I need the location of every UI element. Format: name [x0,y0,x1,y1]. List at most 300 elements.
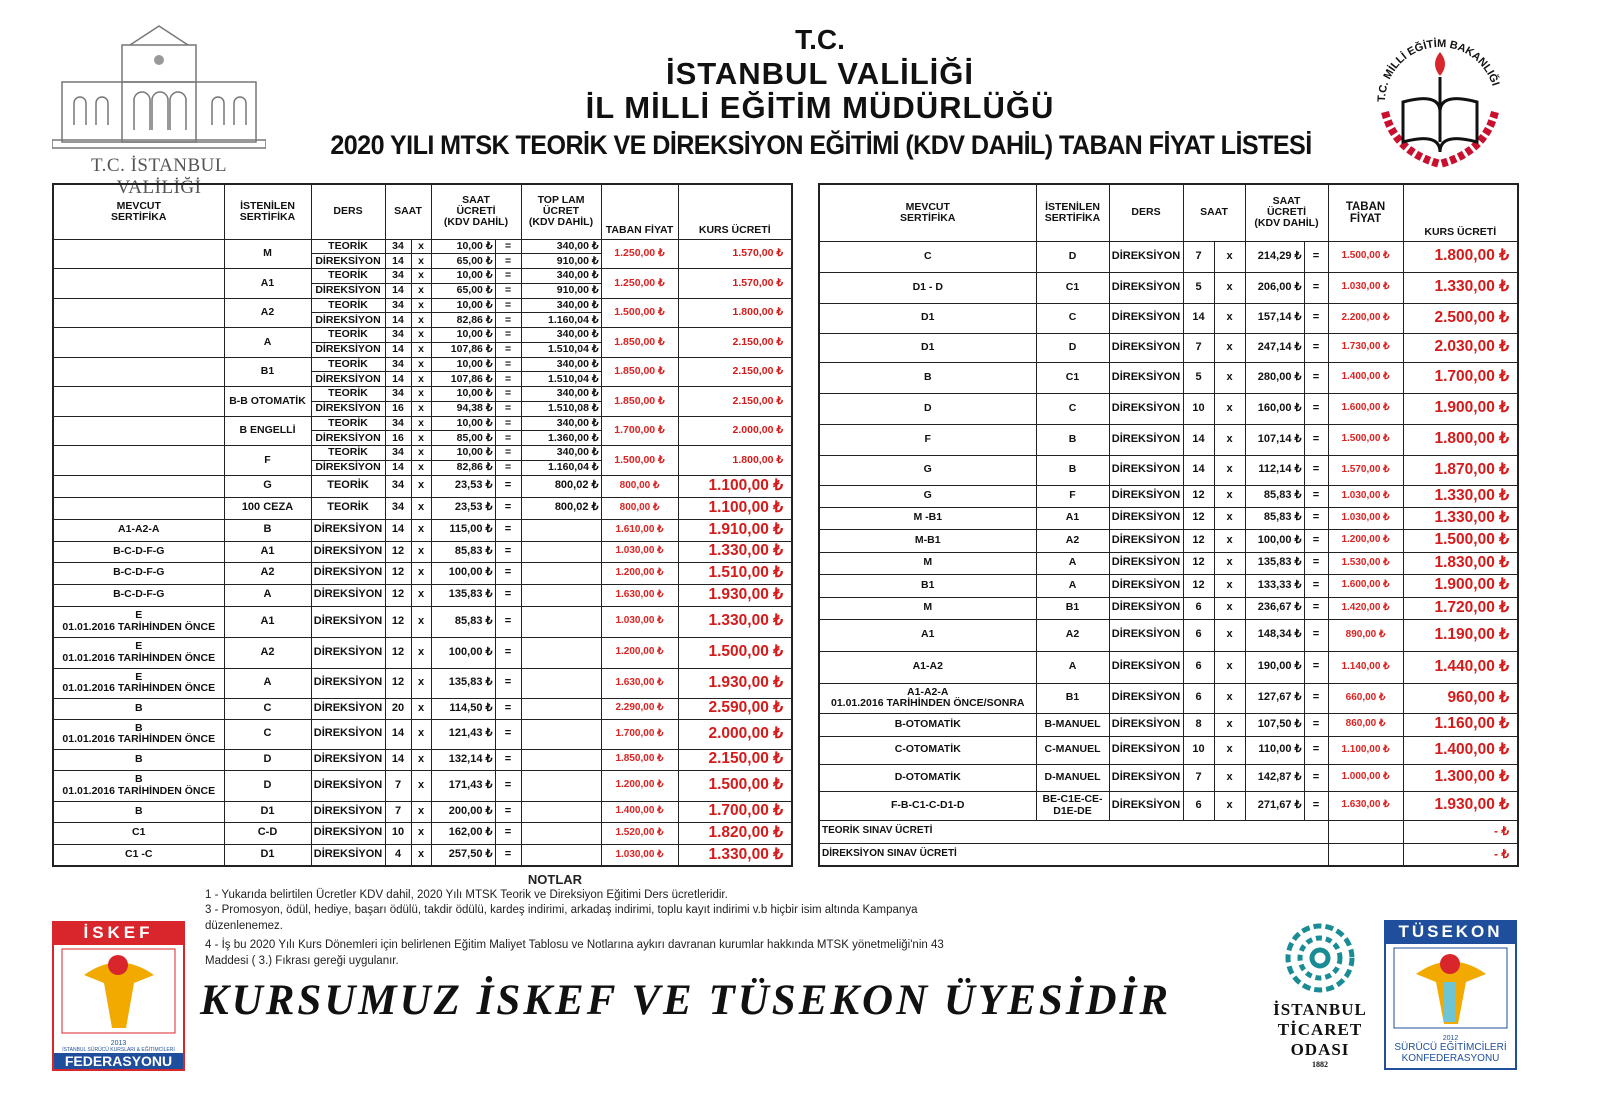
kurs-ucreti: 1.570,00 ₺ [678,239,792,269]
taban-fiyat: 1.850,00 ₺ [601,387,678,417]
toplam-ucret: 340,00 ₺ [521,328,601,343]
times-sign: x [411,562,431,584]
toplam-ucret: 1.160,04 ₺ [521,460,601,475]
ders: DİREKSİYON [1109,574,1183,597]
times-sign: x [411,283,431,298]
saat-ucreti: 148,34 ₺ [1245,619,1304,651]
ders: DİREKSİYON [1109,529,1183,552]
header-saat: SAAT [385,184,431,239]
saat-ucreti: 10,00 ₺ [431,269,495,284]
times-sign: x [1214,619,1245,651]
equals-sign: = [495,541,521,562]
note-4: 4 - İş bu 2020 Yılı Kurs Dönemleri için belirlenen Eğitim Maliyet Tablosu ve Notlarına aykırı davranan kurumlar hakkında MTSK yönetmeliği'nin 43 Maddesi ( 3.) Fıkrası gereği uygulanır. [205,939,944,967]
taban-fiyat: 660,00 ₺ [1328,683,1403,713]
table-row [53,562,792,584]
istenilen-sertifika: B [1036,424,1109,455]
kurs-ucreti: 1.800,00 ₺ [1403,424,1518,455]
ders: DİREKSİYON [311,822,385,844]
times-sign: x [1214,333,1245,362]
table-row [53,541,792,562]
toplam-ucret: 910,00 ₺ [521,254,601,269]
times-sign: x [411,328,431,343]
mevcut-sertifika: M [819,597,1036,619]
kurs-ucreti: 1.400,00 ₺ [1403,736,1518,764]
iskef-fed: FEDERASYONU [54,1053,183,1069]
saat: 34 [385,239,411,254]
saat: 34 [385,446,411,461]
saat-ucreti: 142,87 ₺ [1245,764,1304,791]
header-taban-fiyat: TABAN FİYAT [1328,184,1403,241]
taban-fiyat: 1.400,00 ₺ [1328,362,1403,393]
table-row [819,683,1518,713]
exam-fee-value: - ₺ [1403,843,1518,866]
toplam-ucret [521,822,601,844]
times-sign: x [411,239,431,254]
equals-sign: = [1304,713,1328,736]
equals-sign: = [1304,651,1328,683]
saat: 12 [1183,529,1214,552]
equals-sign: = [1304,736,1328,764]
table-row [819,651,1518,683]
title-tc: T.C. [795,24,845,55]
kurs-ucreti: 1.330,00 ₺ [678,541,792,562]
kurs-ucreti: 2.000,00 ₺ [678,719,792,749]
equals-sign: = [495,822,521,844]
kurs-ucreti: 1.800,00 ₺ [1403,241,1518,272]
saat: 6 [1183,791,1214,820]
toplam-ucret [521,770,601,801]
times-sign: x [411,269,431,284]
saat-ucreti: 160,00 ₺ [1245,393,1304,424]
svg-text:T.C. MİLLİ EĞİTİM BAKANLIĞI: T.C. MİLLİ EĞİTİM BAKANLIĞI [1375,37,1502,103]
saat: 20 [385,698,411,719]
ito-logo [1268,920,1372,1075]
kurs-ucreti: 1.820,00 ₺ [678,822,792,844]
saat: 14 [385,342,411,357]
times-sign: x [1214,362,1245,393]
ders: DİREKSİYON [1109,424,1183,455]
header-toplam-ucret: TOP LAM ÜCRET (KDV DAHİL) [521,184,601,239]
valilik-logo-text: T.C. İSTANBUL VALİLİĞİ [90,155,228,198]
kurs-ucreti: 1.330,00 ₺ [1403,272,1518,303]
toplam-ucret [521,668,601,698]
mevcut-sertifika: D [819,393,1036,424]
kurs-ucreti: 1.910,00 ₺ [678,519,792,541]
mevcut-sertifika: F [819,424,1036,455]
kurs-ucreti: 1.930,00 ₺ [678,668,792,698]
taban-fiyat: 1.630,00 ₺ [601,584,678,606]
equals-sign: = [1304,303,1328,333]
times-sign: x [411,357,431,372]
ders: DİREKSİYON [311,342,385,357]
ders: DİREKSİYON [311,698,385,719]
saat-ucreti: 100,00 ₺ [1245,529,1304,552]
saat-ucreti: 10,00 ₺ [431,328,495,343]
tusekon-sub1: SÜRÜCÜ EĞİTİMCİLERİ [1394,1042,1507,1053]
toplam-ucret [521,749,601,770]
notes-title: NOTLAR [527,872,583,887]
istenilen-sertifika: C [1036,393,1109,424]
equals-sign: = [1304,597,1328,619]
header-ders: DERS [311,184,385,239]
ders: DİREKSİYON [1109,651,1183,683]
toplam-ucret: 340,00 ₺ [521,446,601,461]
times-sign: x [411,460,431,475]
mevcut-sertifika: B 01.01.2016 TARİHİNDEN ÖNCE [53,719,224,749]
iskef-name: İSKEF [54,923,183,945]
taban-fiyat: 1.600,00 ₺ [1328,574,1403,597]
equals-sign: = [495,313,521,328]
table-row [819,303,1518,333]
table-row [53,749,792,770]
times-sign: x [411,668,431,698]
mevcut-sertifika: B1 [819,574,1036,597]
kurs-ucreti: 1.570,00 ₺ [678,269,792,299]
toplam-ucret: 340,00 ₺ [521,269,601,284]
mevcut-sertifika: B-C-D-F-G [53,584,224,606]
taban-fiyat: 1.520,00 ₺ [601,822,678,844]
taban-fiyat: 800,00 ₺ [601,497,678,519]
kurs-ucreti: 2.590,00 ₺ [678,698,792,719]
istenilen-sertifika: A1 [224,269,311,299]
saat: 8 [1183,713,1214,736]
table-row [819,764,1518,791]
taban-fiyat: 1.250,00 ₺ [601,239,678,269]
equals-sign: = [1304,241,1328,272]
toplam-ucret: 340,00 ₺ [521,298,601,313]
toplam-ucret [521,606,601,637]
saat-ucreti: 112,14 ₺ [1245,455,1304,485]
mevcut-sertifika: B-C-D-F-G [53,562,224,584]
kurs-ucreti: 1.500,00 ₺ [1403,529,1518,552]
table-row [819,597,1518,619]
mevcut-sertifika: B 01.01.2016 TARİHİNDEN ÖNCE [53,770,224,801]
taban-fiyat: 1.100,00 ₺ [1328,736,1403,764]
ders: DİREKSİYON [311,749,385,770]
saat-ucreti: 82,86 ₺ [431,313,495,328]
equals-sign: = [1304,485,1328,507]
mevcut-sertifika: B [53,749,224,770]
istenilen-sertifika: A [224,584,311,606]
times-sign: x [411,801,431,822]
tusekon-name: TÜSEKON [1386,922,1515,944]
saat: 14 [385,519,411,541]
mevcut-sertifika [53,497,224,519]
equals-sign: = [495,254,521,269]
istenilen-sertifika: B ENGELLİ [224,416,311,446]
saat: 6 [1183,683,1214,713]
times-sign: x [411,749,431,770]
saat: 14 [385,283,411,298]
ders: DİREKSİYON [311,637,385,668]
taban-fiyat: 1.700,00 ₺ [601,416,678,446]
mevcut-sertifika [53,357,224,387]
mevcut-sertifika [53,298,224,328]
taban-fiyat: 1.000,00 ₺ [1328,764,1403,791]
istenilen-sertifika: A [1036,552,1109,574]
taban-fiyat: 1.140,00 ₺ [1328,651,1403,683]
mevcut-sertifika [53,328,224,358]
kurs-ucreti: 1.330,00 ₺ [678,606,792,637]
exam-fee-value: - ₺ [1403,820,1518,843]
toplam-ucret: 340,00 ₺ [521,387,601,402]
header-saat-ucreti: SAAT ÜCRETİ (KDV DAHİL) [431,184,521,239]
saat-ucreti: 107,86 ₺ [431,342,495,357]
taban-fiyat: 860,00 ₺ [1328,713,1403,736]
table-row [819,362,1518,393]
header-mevcut: MEVCUT SERTİFİKA [53,184,224,239]
saat: 34 [385,269,411,284]
ders: DİREKSİYON [1109,683,1183,713]
equals-sign: = [495,749,521,770]
taban-fiyat: 1.030,00 ₺ [1328,485,1403,507]
saat: 34 [385,416,411,431]
table-row [819,241,1518,272]
taban-fiyat: 1.530,00 ₺ [1328,552,1403,574]
ders: DİREKSİYON [311,719,385,749]
table-row [53,844,792,866]
ders: DİREKSİYON [1109,241,1183,272]
ders: DİREKSİYON [1109,333,1183,362]
times-sign: x [411,342,431,357]
istenilen-sertifika: BE-C1E-CE- D1E-DE [1036,791,1109,820]
ders: DİREKSİYON [311,770,385,801]
equals-sign: = [495,475,521,497]
istenilen-sertifika: A [224,328,311,358]
times-sign: x [411,416,431,431]
toplam-ucret: 340,00 ₺ [521,357,601,372]
taban-fiyat: 890,00 ₺ [1328,619,1403,651]
istanbul-valiligi-logo [52,20,266,198]
saat: 12 [385,668,411,698]
times-sign: x [1214,651,1245,683]
table-row [819,507,1518,529]
mevcut-sertifika: D1 - D [819,272,1036,303]
kurs-ucreti: 1.900,00 ₺ [1403,393,1518,424]
saat-ucreti: 247,14 ₺ [1245,333,1304,362]
saat: 12 [1183,574,1214,597]
saat-ucreti: 157,14 ₺ [1245,303,1304,333]
kurs-ucreti: 2.500,00 ₺ [1403,303,1518,333]
saat: 14 [385,313,411,328]
saat: 7 [385,801,411,822]
mevcut-sertifika: C1 [53,822,224,844]
taban-fiyat: 1.200,00 ₺ [601,562,678,584]
saat-ucreti: 162,00 ₺ [431,822,495,844]
saat-ucreti: 214,29 ₺ [1245,241,1304,272]
kurs-ucreti: 1.870,00 ₺ [1403,455,1518,485]
taban-fiyat: 1.600,00 ₺ [1328,393,1403,424]
equals-sign: = [1304,791,1328,820]
istenilen-sertifika: B-MANUEL [1036,713,1109,736]
times-sign: x [1214,597,1245,619]
istenilen-sertifika: C-MANUEL [1036,736,1109,764]
istenilen-sertifika: D [1036,241,1109,272]
equals-sign: = [1304,764,1328,791]
saat-ucreti: 10,00 ₺ [431,357,495,372]
header-istenilen: İSTENİLEN SERTİFİKA [1036,184,1109,241]
times-sign: x [411,606,431,637]
equals-sign: = [1304,393,1328,424]
times-sign: x [411,475,431,497]
kurs-ucreti: 1.720,00 ₺ [1403,597,1518,619]
ders: DİREKSİYON [311,606,385,637]
mevcut-sertifika [53,269,224,299]
times-sign: x [411,719,431,749]
equals-sign: = [495,698,521,719]
kurs-ucreti: 1.330,00 ₺ [678,844,792,866]
istenilen-sertifika: C-D [224,822,311,844]
toplam-ucret [521,719,601,749]
times-sign: x [411,519,431,541]
saat: 12 [1183,507,1214,529]
kurs-ucreti: 1.440,00 ₺ [1403,651,1518,683]
kurs-ucreti: 2.150,00 ₺ [678,387,792,417]
equals-sign: = [495,387,521,402]
saat-ucreti: 206,00 ₺ [1245,272,1304,303]
equals-sign: = [495,283,521,298]
toplam-ucret: 340,00 ₺ [521,416,601,431]
saat: 5 [1183,362,1214,393]
meb-emblem-icon [1365,22,1515,172]
times-sign: x [411,770,431,801]
saat: 14 [385,254,411,269]
toplam-ucret [521,519,601,541]
saat: 10 [1183,393,1214,424]
ders: DİREKSİYON [1109,597,1183,619]
taban-fiyat: 2.290,00 ₺ [601,698,678,719]
kurs-ucreti: 960,00 ₺ [1403,683,1518,713]
table-row [53,475,792,497]
membership-slogan: KURSUMUZ İSKEF VE TÜSEKON ÜYESİDİR [200,977,1172,1024]
header-istenilen: İSTENİLEN SERTİFİKA [224,184,311,239]
table-row [819,272,1518,303]
saat-ucreti: 82,86 ₺ [431,460,495,475]
saat-ucreti: 10,00 ₺ [431,387,495,402]
header-kurs-ucreti: KURS ÜCRETİ [678,184,792,239]
taban-fiyat: 1.850,00 ₺ [601,357,678,387]
taban-fiyat: 1.500,00 ₺ [1328,424,1403,455]
istenilen-sertifika: A [1036,651,1109,683]
ders: DİREKSİYON [1109,619,1183,651]
mevcut-sertifika: E 01.01.2016 TARİHİNDEN ÖNCE [53,637,224,668]
kurs-ucreti: 1.330,00 ₺ [1403,507,1518,529]
mevcut-sertifika: B [53,698,224,719]
saat: 4 [385,844,411,866]
toplam-ucret: 800,02 ₺ [521,475,601,497]
saat: 14 [385,749,411,770]
ders: DİREKSİYON [311,460,385,475]
taban-fiyat: 1.500,00 ₺ [601,298,678,328]
toplam-ucret: 1.160,04 ₺ [521,313,601,328]
kurs-ucreti: 1.830,00 ₺ [1403,552,1518,574]
istenilen-sertifika: G [224,475,311,497]
equals-sign: = [495,357,521,372]
table-row [819,619,1518,651]
kurs-ucreti: 1.930,00 ₺ [678,584,792,606]
table-row [53,497,792,519]
times-sign: x [411,446,431,461]
table-row [53,328,792,343]
exam-fee-row [819,843,1518,866]
times-sign: x [1214,529,1245,552]
times-sign: x [1214,574,1245,597]
equals-sign: = [495,562,521,584]
times-sign: x [1214,552,1245,574]
table-row [53,269,792,284]
exam-fee-label: DİREKSİYON SINAV ÜCRETİ [819,843,1328,866]
istenilen-sertifika: A1 [1036,507,1109,529]
exam-fee-taban [1328,843,1403,866]
ders: DİREKSİYON [311,519,385,541]
equals-sign: = [495,416,521,431]
taban-fiyat: 1.630,00 ₺ [601,668,678,698]
taban-fiyat: 1.200,00 ₺ [601,770,678,801]
equals-sign: = [495,844,521,866]
mevcut-sertifika: F-B-C1-C-D1-D [819,791,1036,820]
saat: 12 [385,584,411,606]
ders: DİREKSİYON [1109,791,1183,820]
saat: 14 [1183,455,1214,485]
header-ders: DERS [1109,184,1183,241]
title-valilik: İSTANBUL VALİLİĞİ [665,56,975,91]
kurs-ucreti: 1.100,00 ₺ [678,475,792,497]
header-saat-ucreti: SAAT ÜCRETİ (KDV DAHİL) [1245,184,1328,241]
saat: 6 [1183,619,1214,651]
equals-sign: = [1304,552,1328,574]
saat: 12 [1183,552,1214,574]
istenilen-sertifika: D1 [224,844,311,866]
kurs-ucreti: 1.800,00 ₺ [678,298,792,328]
taban-fiyat: 1.030,00 ₺ [1328,272,1403,303]
kurs-ucreti: 2.150,00 ₺ [678,749,792,770]
saat-ucreti: 114,50 ₺ [431,698,495,719]
ders: TEORİK [311,416,385,431]
header-kurs-ucreti: KURS ÜCRETİ [1403,184,1518,241]
ders: DİREKSİYON [1109,303,1183,333]
kurs-ucreti: 1.500,00 ₺ [678,637,792,668]
right-price-table [818,183,1519,867]
times-sign: x [411,387,431,402]
mevcut-sertifika: B-OTOMATİK [819,713,1036,736]
toplam-ucret [521,698,601,719]
toplam-ucret: 800,02 ₺ [521,497,601,519]
saat-ucreti: 115,00 ₺ [431,519,495,541]
saat: 6 [1183,651,1214,683]
times-sign: x [1214,272,1245,303]
saat: 34 [385,387,411,402]
saat: 34 [385,475,411,497]
saat-ucreti: 85,83 ₺ [431,541,495,562]
mevcut-sertifika: C1 -C [53,844,224,866]
ders: DİREKSİYON [1109,764,1183,791]
saat: 7 [1183,241,1214,272]
ders: TEORİK [311,446,385,461]
table-row [819,791,1518,820]
times-sign: x [411,431,431,446]
saat-ucreti: 257,50 ₺ [431,844,495,866]
times-sign: x [1214,393,1245,424]
saat: 7 [1183,333,1214,362]
saat-ucreti: 171,43 ₺ [431,770,495,801]
times-sign: x [1214,485,1245,507]
times-sign: x [411,822,431,844]
mevcut-sertifika: D1 [819,303,1036,333]
times-sign: x [411,637,431,668]
table-row [53,606,792,637]
table-row [819,424,1518,455]
times-sign: x [1214,736,1245,764]
